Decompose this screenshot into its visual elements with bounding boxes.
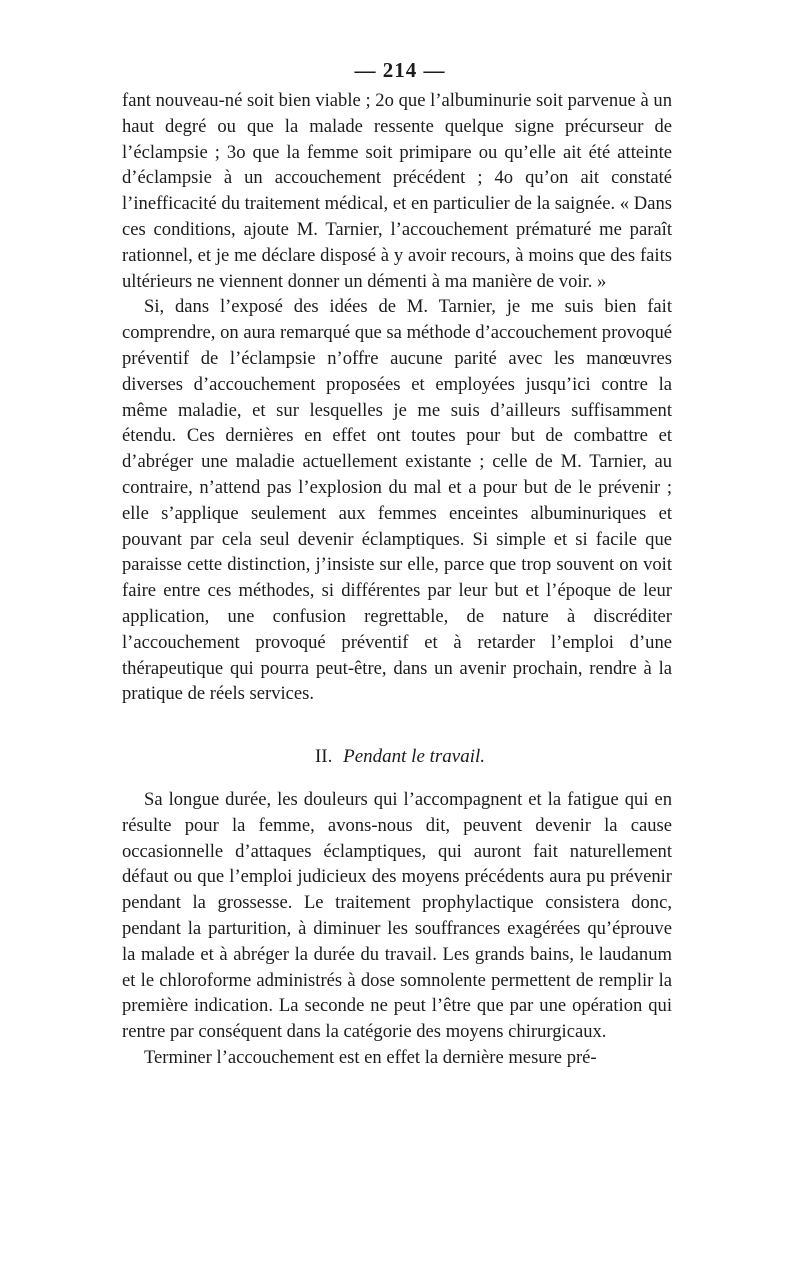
paragraph-labor-duration: Sa longue durée, les douleurs qui l’accompagnent et la fatigue qui en résulte pour la femme, avons-nous dit, peuvent devenir la cause occasionnelle d’attaques éclamptiques, qui auront fait naturellement défaut ou que l’emploi judicieux des moyens précédents aura pu prévenir pendant la grossesse. Le traitement prophylactique consistera donc, pendant la parturition, à diminuer les souffrances exagérées qu’éprouve la malade et à abréger la durée du travail. Les grands bains, le laudanum et le chloroforme administrés à dose somnolente permettent de remplir la première indication. La seconde ne peut l’être que par une opération qui rentre par conséquent dans la catégorie des moyens chirurgicaux.: [122, 789, 672, 1043]
paragraph-terminer: Terminer l’accouchement est en effet la dernière mesure pré-: [144, 1046, 597, 1068]
text-block-after-heading: [122, 787, 672, 1071]
section-heading: [0, 746, 800, 768]
text-block-before-heading: [122, 88, 672, 707]
page-number: — 214 —: [354, 58, 446, 82]
paragraph-tarnier-method: Si, dans l’exposé des idées de M. Tarnier, je me suis bien fait comprendre, on aura remarqué que sa méthode d’accouchement provoqué préventif de l’éclampsie n’offre aucune parité avec les manœuvres diverses d’accouchement proposées et employées jusqu’ici contre la même maladie, et sur lesquelles je me suis d’ailleurs suffisamment étendu. Ces dernières en effet ont toutes pour but de combattre et d’abréger une maladie actuellement existante ; celle de M. Tarnier, au contraire, n’attend pas l’explosion du mal et a pour but de le prévenir ; elle s’applique seulement aux femmes enceintes albuminuriques et pouvant par cela seul devenir éclamptiques. Si simple et si facile que paraisse cette distinction, j’insiste sur elle, parce que trop souvent on voit faire entre ces méthodes, si différentes par leur but et l’époque de leur application, une confusion regrettable, de nature à discréditer l’accouchement provoqué préventif et à retarder l’emploi d’une thérapeutique qui pourra peut-être, dans un avenir prochain, rendre à la pratique de réels services.: [122, 296, 672, 705]
paragraph-continuation: fant nouveau-né soit bien viable ; 2o que l’albuminurie soit parvenue à un haut degré ou que la malade ressente quelque signe précurseur de l’éclampsie ; 3o que la femme soit primipare ou qu’elle ait été atteinte d’éclampsie à un accouchement précédent ; 4o qu’on ait constaté l’inefficacité du traitement médical, et en particulier de la saignée. « Dans ces conditions, ajoute M. Tarnier, l’accouchement prématuré me paraît rationnel, et je me déclare disposé à y avoir recours, à moins que des faits ultérieurs ne viennent donner un démenti à ma manière de voir. »: [122, 90, 672, 292]
section-numeral: II.: [314, 746, 333, 767]
section-title: Pendant le travail.: [343, 746, 486, 767]
